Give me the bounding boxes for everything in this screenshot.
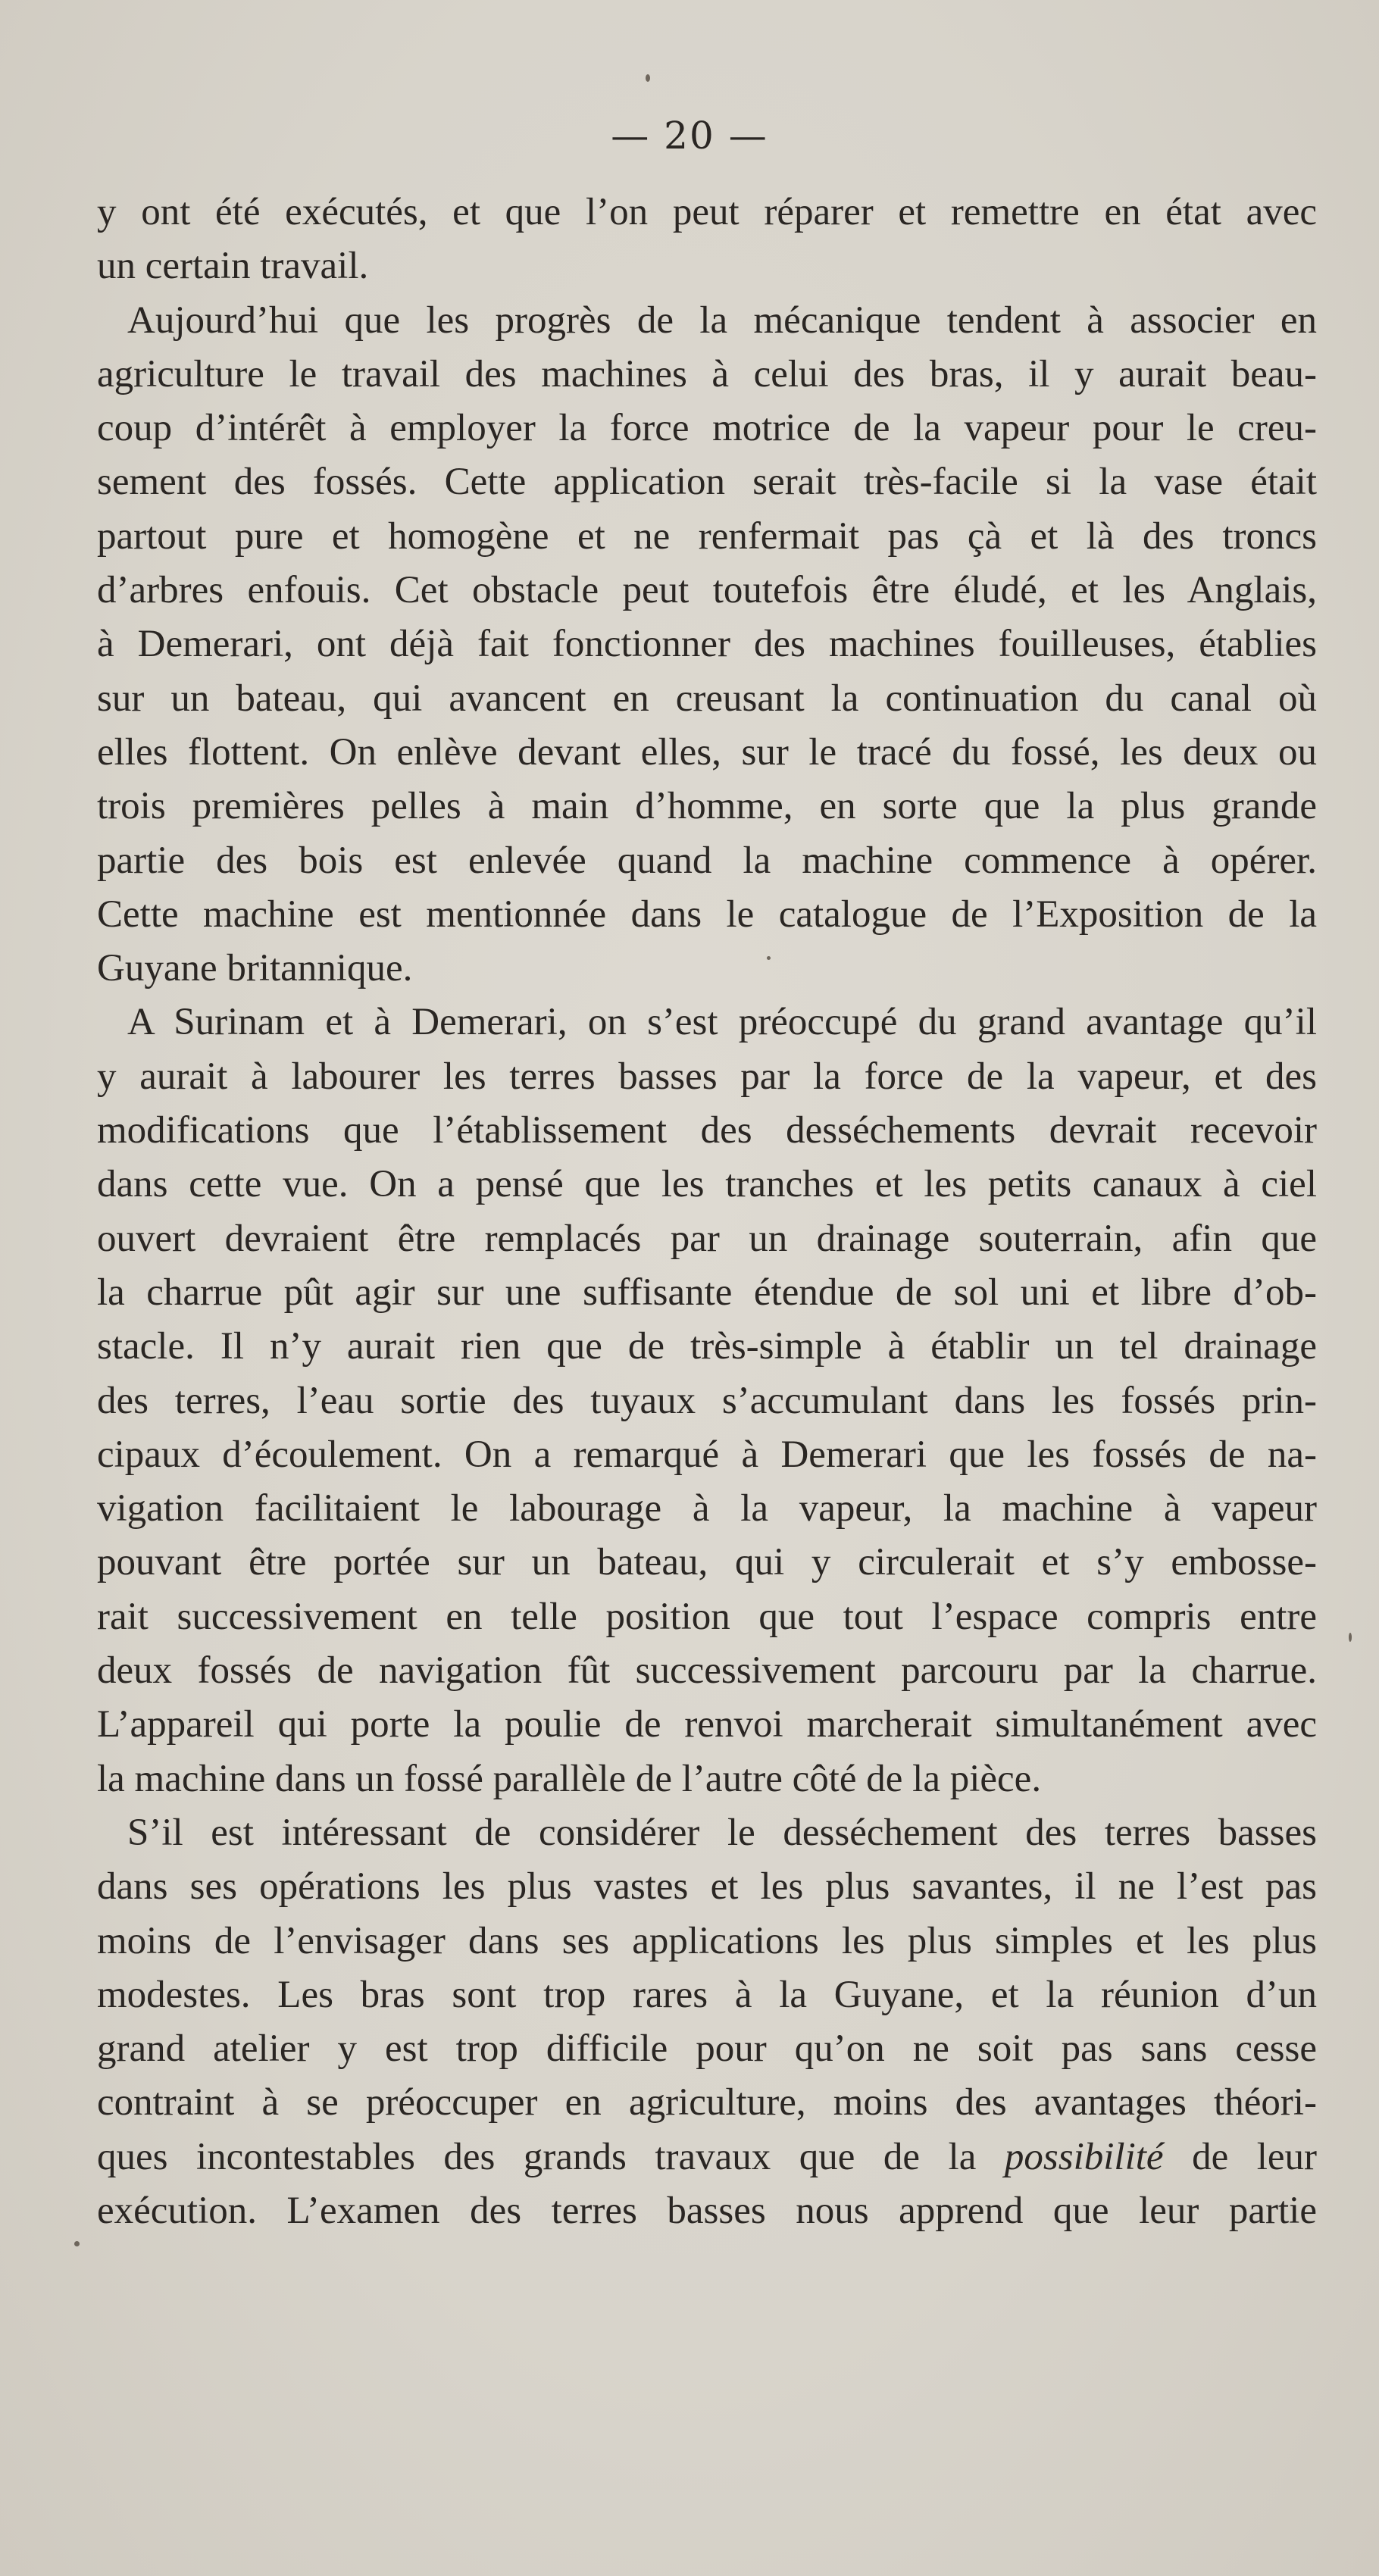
text-line: la machine dans un fossé parallèle de l’autre côté de la pièce. <box>97 1757 1042 1800</box>
text-line: A Surinam et à Demerari, on s’est préoccupé du grand avantage qu’il <box>127 1001 1317 1044</box>
body-text <box>97 186 1317 2238</box>
text-line: des terres, l’eau sortie des tuyaux s’accumulant dans les fossés prin- <box>97 1379 1317 1422</box>
paper-speck <box>1349 1633 1352 1642</box>
text-line: Guyane britannique. <box>97 947 413 990</box>
text-line: L’appareil qui porte la poulie de renvoi marcherait simultanément avec <box>97 1703 1317 1746</box>
text-line <box>97 2131 1317 2184</box>
text-line-part: ques incontestables des grands travaux que de la <box>97 2135 1005 2178</box>
text-line: S’il est intéressant de considérer le desséchement des terres basses <box>127 1811 1317 1854</box>
text-line: stacle. Il n’y aurait rien que de très-simple à établir un tel drainage <box>97 1325 1317 1368</box>
text-line: sement des fossés. Cette application serait très-facile si la vase était <box>97 461 1317 504</box>
text-line: agriculture le travail des machines à celui des bras, il y aurait beau- <box>97 352 1317 395</box>
text-line: partie des bois est enlevée quand la machine commence à opérer. <box>97 839 1317 882</box>
text-line: un certain travail. <box>97 245 369 288</box>
text-line: trois premières pelles à main d’homme, en sorte que la plus grande <box>97 785 1317 828</box>
text-line: d’arbres enfouis. Cet obstacle peut toutefois être éludé, et les Anglais, <box>97 569 1317 612</box>
text-line: rait successivement en telle position que tout l’espace compris entre <box>97 1595 1317 1638</box>
text-line: dans ses opérations les plus vastes et les plus savantes, il ne l’est pas <box>97 1865 1317 1909</box>
text-line: à Demerari, ont déjà fait fonctionner des machines fouilleuses, établies <box>97 623 1317 666</box>
text-line: moins de l’envisager dans ses applications les plus simples et les plus <box>97 1919 1317 1962</box>
text-line: la charrue pût agir sur une suffisante étendue de sol uni et libre d’ob- <box>97 1271 1317 1314</box>
text-line: grand atelier y est trop difficile pour qu’on ne soit pas sans cesse <box>97 2027 1317 2071</box>
paper-speck <box>646 74 650 82</box>
text-line: deux fossés de navigation fût successivement parcouru par la charrue. <box>97 1649 1317 1693</box>
text-line: dans cette vue. On a pensé que les tranches et les petits canaux à ciel <box>97 1163 1317 1206</box>
text-line: pouvant être portée sur un bateau, qui y circulerait et s’y embosse- <box>97 1541 1317 1584</box>
text-line: y ont été exécutés, et que l’on peut réparer et remettre en état avec <box>97 191 1317 233</box>
text-line: coup d’intérêt à employer la force motrice de la vapeur pour le creu- <box>97 407 1317 450</box>
page-number: — 20 — <box>611 114 768 158</box>
text-line: modifications que l’établissement des desséchements devrait recevoir <box>97 1109 1317 1152</box>
text-line: modestes. Les bras sont trop rares à la Guyane, et la réunion d’un <box>97 1973 1317 2016</box>
text-line: ouvert devraient être remplacés par un drainage souterrain, afin que <box>97 1217 1317 1260</box>
text-line-part: de leur <box>1163 2135 1317 2178</box>
text-line: elles flottent. On enlève devant elles, sur le tracé du fossé, les deux ou <box>97 730 1317 774</box>
paper-speck <box>74 2241 80 2246</box>
text-line: exécution. L’examen des terres basses nous apprend que leur partie <box>97 2189 1317 2232</box>
text-line: contraint à se préoccuper en agriculture, moins des avantages théori- <box>97 2081 1317 2124</box>
text-line: vigation facilitaient le labourage à la vapeur, la machine à vapeur <box>97 1487 1317 1530</box>
text-line: sur un bateau, qui avancent en creusant la continuation du canal où <box>97 677 1317 720</box>
italic-word: possibilité <box>1004 2135 1164 2178</box>
paper-speck <box>767 956 771 960</box>
text-line: Cette machine est mentionnée dans le catalogue de l’Exposition de la <box>97 893 1317 936</box>
text-line: cipaux d’écoulement. On a remarqué à Demerari que les fossés de na- <box>97 1433 1317 1476</box>
text-line: partout pure et homogène et ne renfermait pas çà et là des troncs <box>97 514 1317 558</box>
text-line: Aujourd’hui que les progrès de la mécanique tendent à associer en <box>127 299 1317 342</box>
text-line: y aurait à labourer les terres basses par la force de la vapeur, et des <box>97 1055 1317 1098</box>
